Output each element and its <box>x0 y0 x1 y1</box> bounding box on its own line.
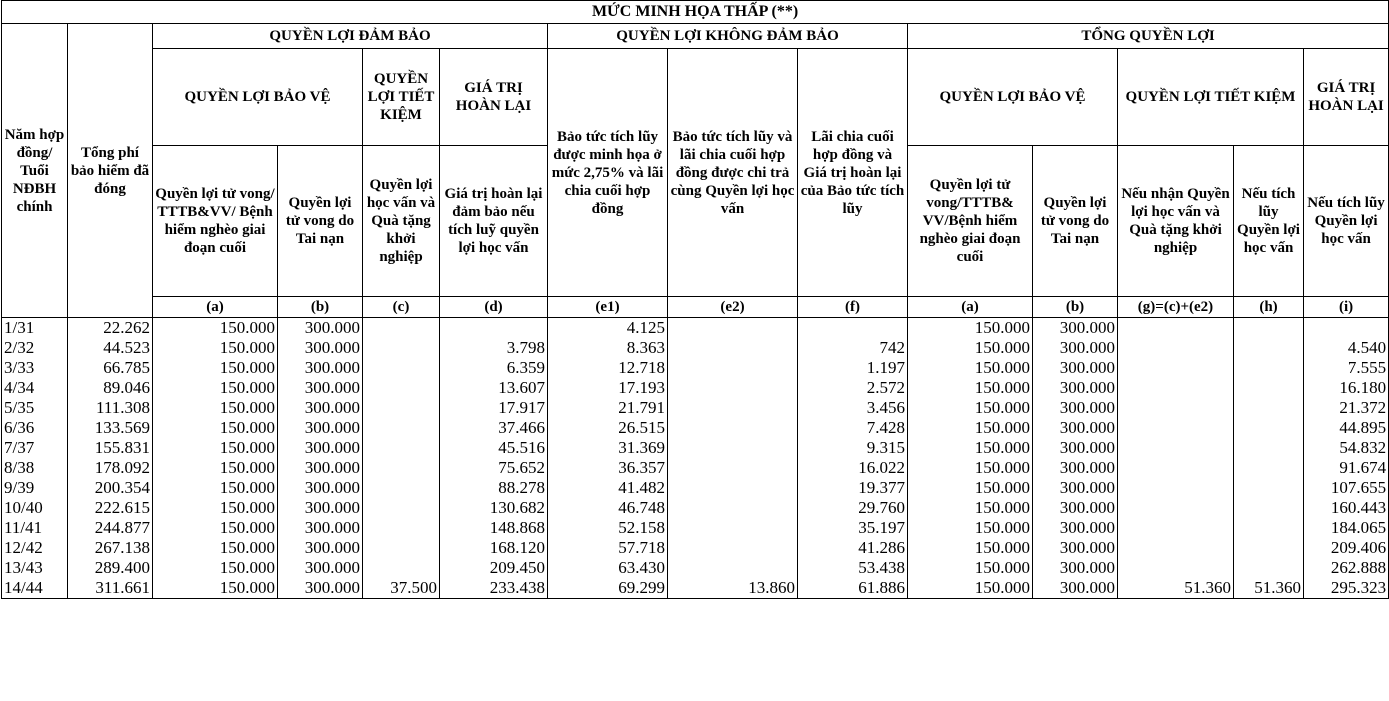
cell-terminal-bonus: 16.022 <box>798 458 908 478</box>
cell-total-surrender: 107.655 <box>1304 478 1389 498</box>
cell-total-death-benefit: 150.000 <box>908 418 1033 438</box>
cell-total-premium: 311.661 <box>68 578 153 599</box>
header-year-age: Năm hợp đồng/ Tuổi NĐBH chính <box>2 24 68 318</box>
cell-guaranteed-surrender: 3.798 <box>440 338 548 358</box>
cell-total-surrender: 44.895 <box>1304 418 1389 438</box>
cell-education-benefit: 37.500 <box>363 578 440 599</box>
cell-education-benefit <box>363 378 440 398</box>
table-row <box>2 438 1389 458</box>
cell-death-benefit: 150.000 <box>153 558 278 578</box>
code-i: (i) <box>1304 297 1389 318</box>
header-total-premium: Tổng phí bảo hiểm đã đóng <box>68 24 153 318</box>
cell-total-death-benefit: 150.000 <box>908 498 1033 518</box>
cell-year-age: 2/32 <box>2 338 68 358</box>
cell-education-benefit <box>363 558 440 578</box>
cell-education-benefit <box>363 538 440 558</box>
cell-total-death-benefit: 150.000 <box>908 398 1033 418</box>
cell-guaranteed-surrender: 13.607 <box>440 378 548 398</box>
cell-total-premium: 200.354 <box>68 478 153 498</box>
cell-death-benefit: 150.000 <box>153 458 278 478</box>
table-row <box>2 578 1389 599</box>
cell-accident-benefit: 300.000 <box>278 478 363 498</box>
table-row <box>2 378 1389 398</box>
cell-year-age: 10/40 <box>2 498 68 518</box>
code-a: (a) <box>153 297 278 318</box>
cell-total-accident-benefit: 300.000 <box>1033 538 1118 558</box>
desc-i: Nếu tích lũy Quyền lợi học vấn <box>1304 146 1389 297</box>
cell-death-benefit: 150.000 <box>153 358 278 378</box>
cell-total-surrender: 160.443 <box>1304 498 1389 518</box>
cell-bonus-paid-with-education <box>668 438 798 458</box>
cell-savings-if-accumulated <box>1234 558 1304 578</box>
cell-terminal-bonus: 742 <box>798 338 908 358</box>
cell-accumulated-bonus: 26.515 <box>548 418 668 438</box>
cell-guaranteed-surrender: 17.917 <box>440 398 548 418</box>
cell-bonus-paid-with-education <box>668 338 798 358</box>
cell-year-age: 6/36 <box>2 418 68 438</box>
table-row <box>2 558 1389 578</box>
cell-total-death-benefit: 150.000 <box>908 538 1033 558</box>
cell-total-death-benefit: 150.000 <box>908 378 1033 398</box>
code-d: (d) <box>440 297 548 318</box>
cell-savings-if-received <box>1118 458 1234 478</box>
cell-total-accident-benefit: 300.000 <box>1033 418 1118 438</box>
cell-total-accident-benefit: 300.000 <box>1033 338 1118 358</box>
cell-accumulated-bonus: 41.482 <box>548 478 668 498</box>
cell-education-benefit <box>363 398 440 418</box>
cell-accident-benefit: 300.000 <box>278 418 363 438</box>
code-e2: (e2) <box>668 297 798 318</box>
cell-total-surrender: 54.832 <box>1304 438 1389 458</box>
cell-bonus-paid-with-education <box>668 558 798 578</box>
cell-guaranteed-surrender: 209.450 <box>440 558 548 578</box>
desc-e1: Bảo tức tích lũy được minh họa ở mức 2,75% và lãi chia cuối hợp đồng <box>548 49 668 297</box>
cell-accumulated-bonus: 52.158 <box>548 518 668 538</box>
cell-accident-benefit: 300.000 <box>278 318 363 339</box>
cell-terminal-bonus: 29.760 <box>798 498 908 518</box>
desc-b: Quyền lợi tử vong do Tai nạn <box>278 146 363 297</box>
cell-guaranteed-surrender: 75.652 <box>440 458 548 478</box>
subgroup-total-savings: QUYỀN LỢI TIẾT KIỆM <box>1118 49 1304 146</box>
cell-accident-benefit: 300.000 <box>278 378 363 398</box>
cell-death-benefit: 150.000 <box>153 338 278 358</box>
cell-accident-benefit: 300.000 <box>278 498 363 518</box>
cell-total-premium: 267.138 <box>68 538 153 558</box>
cell-total-death-benefit: 150.000 <box>908 438 1033 458</box>
cell-total-accident-benefit: 300.000 <box>1033 498 1118 518</box>
cell-education-benefit <box>363 478 440 498</box>
cell-accident-benefit: 300.000 <box>278 458 363 478</box>
cell-savings-if-received <box>1118 538 1234 558</box>
cell-bonus-paid-with-education <box>668 358 798 378</box>
cell-savings-if-received <box>1118 558 1234 578</box>
group-guaranteed: QUYỀN LỢI ĐẢM BẢO <box>153 24 548 49</box>
cell-savings-if-accumulated <box>1234 398 1304 418</box>
cell-total-surrender: 262.888 <box>1304 558 1389 578</box>
table-title: MỨC MINH HỌA THẤP (**) <box>2 1 1389 24</box>
cell-total-accident-benefit: 300.000 <box>1033 358 1118 378</box>
cell-year-age: 12/42 <box>2 538 68 558</box>
subgroup-total-protection: QUYỀN LỢI BẢO VỆ <box>908 49 1118 146</box>
cell-total-death-benefit: 150.000 <box>908 478 1033 498</box>
subgroup-savings: QUYỀN LỢI TIẾT KIỆM <box>363 49 440 146</box>
subgroup-protection: QUYỀN LỢI BẢO VỆ <box>153 49 363 146</box>
cell-bonus-paid-with-education <box>668 418 798 438</box>
cell-year-age: 5/35 <box>2 398 68 418</box>
cell-savings-if-received <box>1118 418 1234 438</box>
cell-guaranteed-surrender: 6.359 <box>440 358 548 378</box>
cell-total-death-benefit: 150.000 <box>908 558 1033 578</box>
cell-total-premium: 89.046 <box>68 378 153 398</box>
table-row <box>2 338 1389 358</box>
cell-accident-benefit: 300.000 <box>278 538 363 558</box>
cell-bonus-paid-with-education <box>668 478 798 498</box>
cell-total-accident-benefit: 300.000 <box>1033 438 1118 458</box>
cell-total-accident-benefit: 300.000 <box>1033 458 1118 478</box>
cell-education-benefit <box>363 458 440 478</box>
cell-total-surrender: 4.540 <box>1304 338 1389 358</box>
cell-savings-if-accumulated <box>1234 478 1304 498</box>
code-e1: (e1) <box>548 297 668 318</box>
cell-death-benefit: 150.000 <box>153 318 278 339</box>
cell-accident-benefit: 300.000 <box>278 558 363 578</box>
cell-accumulated-bonus: 69.299 <box>548 578 668 599</box>
cell-savings-if-accumulated <box>1234 338 1304 358</box>
cell-guaranteed-surrender: 37.466 <box>440 418 548 438</box>
cell-year-age: 11/41 <box>2 518 68 538</box>
cell-total-death-benefit: 150.000 <box>908 318 1033 339</box>
cell-guaranteed-surrender: 88.278 <box>440 478 548 498</box>
cell-total-accident-benefit: 300.000 <box>1033 518 1118 538</box>
cell-total-premium: 44.523 <box>68 338 153 358</box>
cell-terminal-bonus: 53.438 <box>798 558 908 578</box>
cell-total-surrender: 209.406 <box>1304 538 1389 558</box>
cell-education-benefit <box>363 518 440 538</box>
cell-terminal-bonus <box>798 318 908 339</box>
table-row <box>2 418 1389 438</box>
table-row <box>2 318 1389 339</box>
cell-accumulated-bonus: 4.125 <box>548 318 668 339</box>
cell-guaranteed-surrender <box>440 318 548 339</box>
cell-death-benefit: 150.000 <box>153 398 278 418</box>
cell-accumulated-bonus: 31.369 <box>548 438 668 458</box>
desc-c: Quyền lợi học vấn và Quà tặng khởi nghiệp <box>363 146 440 297</box>
cell-accumulated-bonus: 36.357 <box>548 458 668 478</box>
cell-total-accident-benefit: 300.000 <box>1033 478 1118 498</box>
cell-bonus-paid-with-education: 13.860 <box>668 578 798 599</box>
cell-death-benefit: 150.000 <box>153 578 278 599</box>
desc-a: Quyền lợi tử vong/ TTTB&VV/ Bệnh hiểm nghèo giai đoạn cuối <box>153 146 278 297</box>
cell-savings-if-accumulated: 51.360 <box>1234 578 1304 599</box>
cell-total-surrender: 295.323 <box>1304 578 1389 599</box>
cell-guaranteed-surrender: 148.868 <box>440 518 548 538</box>
cell-terminal-bonus: 9.315 <box>798 438 908 458</box>
table-body <box>2 318 1389 599</box>
cell-total-surrender: 184.065 <box>1304 518 1389 538</box>
cell-education-benefit <box>363 498 440 518</box>
code-total-a: (a) <box>908 297 1033 318</box>
cell-year-age: 13/43 <box>2 558 68 578</box>
cell-total-premium: 111.308 <box>68 398 153 418</box>
cell-total-premium: 66.785 <box>68 358 153 378</box>
group-total: TỔNG QUYỀN LỢI <box>908 24 1389 49</box>
desc-h: Nếu tích lũy Quyền lợi học vấn <box>1234 146 1304 297</box>
table-row <box>2 538 1389 558</box>
cell-total-death-benefit: 150.000 <box>908 578 1033 599</box>
cell-accident-benefit: 300.000 <box>278 518 363 538</box>
cell-savings-if-accumulated <box>1234 458 1304 478</box>
cell-savings-if-received <box>1118 398 1234 418</box>
cell-total-premium: 244.877 <box>68 518 153 538</box>
cell-death-benefit: 150.000 <box>153 498 278 518</box>
cell-bonus-paid-with-education <box>668 318 798 339</box>
code-h: (h) <box>1234 297 1304 318</box>
cell-savings-if-accumulated <box>1234 438 1304 458</box>
cell-total-accident-benefit: 300.000 <box>1033 578 1118 599</box>
cell-bonus-paid-with-education <box>668 538 798 558</box>
cell-savings-if-received <box>1118 358 1234 378</box>
cell-savings-if-received: 51.360 <box>1118 578 1234 599</box>
cell-guaranteed-surrender: 45.516 <box>440 438 548 458</box>
cell-total-premium: 222.615 <box>68 498 153 518</box>
cell-accumulated-bonus: 12.718 <box>548 358 668 378</box>
group-non-guaranteed: QUYỀN LỢI KHÔNG ĐẢM BẢO <box>548 24 908 49</box>
code-total-b: (b) <box>1033 297 1118 318</box>
desc-total-b: Quyền lợi tử vong do Tai nạn <box>1033 146 1118 297</box>
table-row <box>2 518 1389 538</box>
cell-accumulated-bonus: 21.791 <box>548 398 668 418</box>
cell-savings-if-accumulated <box>1234 318 1304 339</box>
subgroup-total-surrender: GIÁ TRỊ HOÀN LẠI <box>1304 49 1389 146</box>
cell-accident-benefit: 300.000 <box>278 578 363 599</box>
cell-education-benefit <box>363 338 440 358</box>
cell-total-premium: 178.092 <box>68 458 153 478</box>
cell-savings-if-received <box>1118 338 1234 358</box>
cell-bonus-paid-with-education <box>668 498 798 518</box>
cell-savings-if-received <box>1118 438 1234 458</box>
desc-f: Lãi chia cuối hợp đồng và Giá trị hoàn lại của Bảo tức tích lũy <box>798 49 908 297</box>
cell-total-premium: 289.400 <box>68 558 153 578</box>
cell-year-age: 3/33 <box>2 358 68 378</box>
cell-savings-if-received <box>1118 518 1234 538</box>
cell-savings-if-received <box>1118 498 1234 518</box>
cell-savings-if-accumulated <box>1234 518 1304 538</box>
cell-total-accident-benefit: 300.000 <box>1033 318 1118 339</box>
cell-savings-if-accumulated <box>1234 418 1304 438</box>
cell-accident-benefit: 300.000 <box>278 358 363 378</box>
cell-savings-if-accumulated <box>1234 358 1304 378</box>
cell-guaranteed-surrender: 130.682 <box>440 498 548 518</box>
table-row <box>2 478 1389 498</box>
cell-bonus-paid-with-education <box>668 378 798 398</box>
cell-total-accident-benefit: 300.000 <box>1033 398 1118 418</box>
benefit-illustration-table <box>1 0 1389 599</box>
cell-guaranteed-surrender: 168.120 <box>440 538 548 558</box>
cell-year-age: 9/39 <box>2 478 68 498</box>
cell-accumulated-bonus: 17.193 <box>548 378 668 398</box>
cell-terminal-bonus: 7.428 <box>798 418 908 438</box>
cell-total-surrender: 91.674 <box>1304 458 1389 478</box>
cell-accident-benefit: 300.000 <box>278 338 363 358</box>
cell-total-death-benefit: 150.000 <box>908 458 1033 478</box>
desc-d: Giá trị hoàn lại đảm bảo nếu tích luỹ quyền lợi học vấn <box>440 146 548 297</box>
cell-accumulated-bonus: 8.363 <box>548 338 668 358</box>
cell-death-benefit: 150.000 <box>153 518 278 538</box>
cell-total-premium: 155.831 <box>68 438 153 458</box>
cell-death-benefit: 150.000 <box>153 378 278 398</box>
cell-total-accident-benefit: 300.000 <box>1033 378 1118 398</box>
cell-terminal-bonus: 61.886 <box>798 578 908 599</box>
cell-savings-if-received <box>1118 318 1234 339</box>
cell-accumulated-bonus: 57.718 <box>548 538 668 558</box>
cell-total-death-benefit: 150.000 <box>908 338 1033 358</box>
cell-total-premium: 22.262 <box>68 318 153 339</box>
table-row <box>2 358 1389 378</box>
table-row <box>2 498 1389 518</box>
cell-year-age: 1/31 <box>2 318 68 339</box>
cell-death-benefit: 150.000 <box>153 418 278 438</box>
cell-total-surrender: 21.372 <box>1304 398 1389 418</box>
cell-terminal-bonus: 35.197 <box>798 518 908 538</box>
cell-accident-benefit: 300.000 <box>278 438 363 458</box>
cell-education-benefit <box>363 418 440 438</box>
cell-year-age: 8/38 <box>2 458 68 478</box>
cell-education-benefit <box>363 318 440 339</box>
cell-year-age: 4/34 <box>2 378 68 398</box>
desc-total-a: Quyền lợi tử vong/TTTB& VV/Bệnh hiểm nghèo giai đoạn cuối <box>908 146 1033 297</box>
cell-death-benefit: 150.000 <box>153 478 278 498</box>
cell-total-surrender: 16.180 <box>1304 378 1389 398</box>
cell-savings-if-accumulated <box>1234 498 1304 518</box>
cell-terminal-bonus: 1.197 <box>798 358 908 378</box>
cell-accumulated-bonus: 46.748 <box>548 498 668 518</box>
table-row <box>2 398 1389 418</box>
code-c: (c) <box>363 297 440 318</box>
code-g: (g)=(c)+(e2) <box>1118 297 1234 318</box>
cell-bonus-paid-with-education <box>668 458 798 478</box>
cell-total-premium: 133.569 <box>68 418 153 438</box>
cell-total-surrender <box>1304 318 1389 339</box>
code-b: (b) <box>278 297 363 318</box>
desc-g: Nếu nhận Quyền lợi học vấn và Quà tặng khởi nghiệp <box>1118 146 1234 297</box>
cell-year-age: 7/37 <box>2 438 68 458</box>
cell-education-benefit <box>363 358 440 378</box>
cell-savings-if-received <box>1118 378 1234 398</box>
cell-terminal-bonus: 2.572 <box>798 378 908 398</box>
cell-terminal-bonus: 19.377 <box>798 478 908 498</box>
cell-education-benefit <box>363 438 440 458</box>
cell-savings-if-accumulated <box>1234 538 1304 558</box>
cell-total-death-benefit: 150.000 <box>908 358 1033 378</box>
cell-total-accident-benefit: 300.000 <box>1033 558 1118 578</box>
code-f: (f) <box>798 297 908 318</box>
table-row <box>2 458 1389 478</box>
desc-e2: Bảo tức tích lũy và lãi chia cuối hợp đồng được chi trả cùng Quyền lợi học vấn <box>668 49 798 297</box>
cell-accumulated-bonus: 63.430 <box>548 558 668 578</box>
subgroup-surrender: GIÁ TRỊ HOÀN LẠI <box>440 49 548 146</box>
cell-total-death-benefit: 150.000 <box>908 518 1033 538</box>
cell-total-surrender: 7.555 <box>1304 358 1389 378</box>
cell-death-benefit: 150.000 <box>153 538 278 558</box>
cell-terminal-bonus: 41.286 <box>798 538 908 558</box>
cell-bonus-paid-with-education <box>668 398 798 418</box>
cell-savings-if-received <box>1118 478 1234 498</box>
cell-terminal-bonus: 3.456 <box>798 398 908 418</box>
cell-year-age: 14/44 <box>2 578 68 599</box>
cell-death-benefit: 150.000 <box>153 438 278 458</box>
cell-savings-if-accumulated <box>1234 378 1304 398</box>
cell-bonus-paid-with-education <box>668 518 798 538</box>
cell-guaranteed-surrender: 233.438 <box>440 578 548 599</box>
cell-accident-benefit: 300.000 <box>278 398 363 418</box>
